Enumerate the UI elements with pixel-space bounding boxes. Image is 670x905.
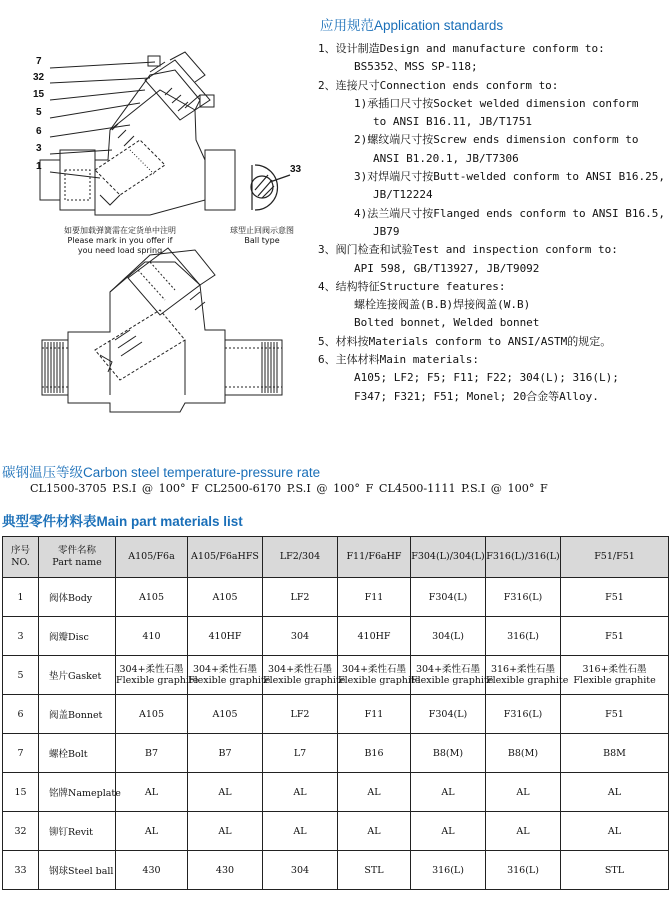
material-cell <box>411 812 486 851</box>
material-cell <box>411 617 486 656</box>
material-text: AL <box>516 786 530 798</box>
header-text: F11/F6aHF <box>346 551 402 562</box>
standards-line: 2、连接尺寸Connection ends conform to: <box>318 78 559 92</box>
material-cell <box>411 695 486 734</box>
material-text: 304+柔性石墨 <box>119 664 184 675</box>
material-text: AL <box>367 825 381 837</box>
row-number: 1 <box>3 578 39 617</box>
table-header-cell <box>39 537 116 578</box>
material-cell <box>263 851 338 890</box>
material-cell <box>411 578 486 617</box>
material-text: 316(L) <box>432 864 464 876</box>
material-cell <box>561 617 669 656</box>
standards-line: 2)螺纹端尺寸按Screw ends dimension conform to <box>354 133 639 147</box>
material-text: AL <box>607 786 622 798</box>
material-cell <box>338 656 421 695</box>
material-text: AL <box>144 786 159 798</box>
material-text: STL <box>604 864 625 876</box>
material-text: F316(L) <box>503 708 543 720</box>
material-text: 316(L) <box>507 864 539 876</box>
material-cell <box>116 773 188 812</box>
material-text: Flexible graphite <box>411 675 494 686</box>
material-text: AL <box>293 786 307 798</box>
material-text: L7 <box>293 747 307 759</box>
material-cell <box>486 617 561 656</box>
part-name: 螺栓Bolt <box>39 734 116 773</box>
table-row <box>3 812 669 851</box>
material-cell <box>561 812 669 851</box>
material-cell <box>116 617 188 656</box>
material-text: F51 <box>605 591 624 603</box>
standards-line: BS5352、MSS SP-118; <box>354 60 478 74</box>
part-name: 铭牌Nameplate <box>39 773 116 812</box>
material-text: B7 <box>144 747 159 759</box>
header-text: F316(L)/316(L) <box>486 551 560 562</box>
material-text: 304(L) <box>432 630 464 642</box>
material-cell <box>116 734 188 773</box>
rate-title: 碳钢温压等级Carbon steel temperature-pressure rate <box>2 465 321 480</box>
material-cell <box>263 578 338 617</box>
rate-values: CL1500-3705 P.S.I @ 100° F CL2500-6170 P.S.I @ 100° F CL4500-1111 P.S.I @ 100° F <box>30 482 548 495</box>
material-text: 430 <box>215 864 235 876</box>
ball-caption-cn: 球型止回阀示意图 <box>230 226 294 235</box>
material-cell <box>561 578 669 617</box>
row-number: 32 <box>3 812 39 851</box>
material-cell <box>561 734 669 773</box>
material-cell <box>188 851 263 890</box>
material-cell <box>188 656 271 695</box>
table-row <box>3 695 669 734</box>
material-text: 316+柔性石墨 <box>582 664 647 675</box>
standards-line: 6、主体材料Main materials: <box>318 353 479 367</box>
callout-6: 6 <box>36 126 42 137</box>
ball-caption-en: Ball type <box>244 236 280 245</box>
row-number: 3 <box>3 617 39 656</box>
standards-line: JB/T12224 <box>373 188 433 202</box>
material-cell <box>338 734 411 773</box>
row-number: 6 <box>3 695 39 734</box>
table-row <box>3 656 669 695</box>
material-cell <box>116 812 188 851</box>
material-cell <box>116 578 188 617</box>
material-text: F51 <box>605 630 624 642</box>
material-cell <box>338 773 411 812</box>
material-cell <box>263 656 346 695</box>
standards-line: 1、设计制造Design and manufacture conform to: <box>318 42 605 55</box>
material-text: 304 <box>290 864 310 876</box>
material-text: AL <box>441 786 455 798</box>
material-cell <box>188 617 263 656</box>
material-text: Flexible graphite <box>486 675 569 686</box>
material-text: AL <box>218 786 232 798</box>
standards-line: 4)法兰端尺寸按Flanged ends conform to ANSI B16.5, <box>354 206 666 220</box>
material-cell <box>486 578 561 617</box>
material-text: 410HF <box>208 630 242 642</box>
material-cell <box>486 734 561 773</box>
table-header-cell <box>263 537 338 578</box>
caption-en-2: you need load spring <box>77 246 163 255</box>
material-text: AL <box>441 825 455 837</box>
material-text: F51 <box>605 708 624 720</box>
header-text: Part name <box>52 557 102 568</box>
material-cell <box>561 695 669 734</box>
material-cell <box>411 734 486 773</box>
table-header-cell <box>188 537 263 578</box>
ball-type-caption <box>222 226 302 246</box>
standards-line: 3、阀门检查和试验Test and inspection conform to: <box>318 243 618 257</box>
standards-title: 应用规范Application standards <box>320 18 504 33</box>
standards-line: 1)承插口尺寸按Socket welded dimension conform <box>354 96 639 110</box>
material-text: Flexible graphite <box>263 675 346 686</box>
material-text: Flexible graphite <box>338 675 421 686</box>
table-header-cell <box>3 537 39 578</box>
caption-cn: 如要加载弹簧需在定货单中注明 <box>64 226 176 235</box>
standards-line: JB79 <box>373 224 400 238</box>
material-text: A105 <box>212 591 238 603</box>
material-cell <box>188 695 263 734</box>
table-header-cell <box>338 537 411 578</box>
material-text: AL <box>293 825 307 837</box>
header-text: 序号 <box>10 545 30 556</box>
load-spring-caption <box>55 226 185 256</box>
standards-line: 3)对焊端尺寸按Butt-welded conform to ANSI B16.25, <box>354 170 666 184</box>
standards-line: 5、材料按Materials conform to ANSI/ASTM的规定。 <box>318 334 612 348</box>
standards-list <box>318 40 668 406</box>
valve-section-drawing <box>0 0 310 440</box>
material-cell <box>338 812 411 851</box>
material-text: F11 <box>364 708 384 720</box>
material-text: 316(L) <box>507 630 539 642</box>
table-header-cell <box>561 537 669 578</box>
material-cell <box>263 695 338 734</box>
callout-5: 5 <box>36 107 42 118</box>
material-cell <box>338 695 411 734</box>
row-number: 15 <box>3 773 39 812</box>
row-number: 5 <box>3 656 39 695</box>
material-text: 304+柔性石墨 <box>341 664 407 675</box>
header-text: F51/F51 <box>594 551 635 562</box>
callout-33: 33 <box>290 164 302 175</box>
standards-line: API 598, GB/T13927, JB/T9092 <box>354 261 540 275</box>
material-text: F304(L) <box>428 591 468 603</box>
material-cell <box>116 695 188 734</box>
header-text: F304(L)/304(L) <box>411 551 485 562</box>
material-text: Flexible graphite <box>573 675 656 686</box>
material-cell <box>561 773 669 812</box>
material-cell <box>486 773 561 812</box>
part-name: 垫片Gasket <box>39 656 116 695</box>
material-cell <box>338 851 411 890</box>
material-cell <box>338 617 411 656</box>
callout-1: 1 <box>36 161 42 172</box>
standards-line: to ANSI B16.11, JB/T1751 <box>373 115 532 129</box>
part-name: 阀体Body <box>39 578 116 617</box>
caption-en-1: Please mark in you offer if <box>67 236 173 245</box>
material-text: A105 <box>139 708 164 720</box>
material-text: 304+柔性石墨 <box>192 664 258 675</box>
material-text: AL <box>516 825 530 837</box>
material-cell <box>561 656 669 695</box>
part-name: 铆钉Revit <box>39 812 116 851</box>
material-text: Flexible graphite <box>188 675 271 686</box>
table-header-cell <box>411 537 486 578</box>
part-name: 阀瓣Disc <box>39 617 116 656</box>
header-text: A105/F6a <box>128 551 175 562</box>
material-cell <box>411 851 486 890</box>
material-text: B7 <box>218 747 232 759</box>
material-text: 304+柔性石墨 <box>415 664 481 675</box>
table-header-cell <box>116 537 188 578</box>
material-text: 410HF <box>357 630 391 642</box>
material-cell <box>116 851 188 890</box>
material-text: B16 <box>364 747 384 759</box>
material-text: 316+柔性石墨 <box>490 664 556 675</box>
material-text: STL <box>364 864 384 876</box>
material-cell <box>263 734 338 773</box>
material-cell <box>188 578 263 617</box>
material-cell <box>188 734 263 773</box>
standards-line: 4、结构特征Structure features: <box>318 279 506 293</box>
material-cell <box>411 773 486 812</box>
material-cell <box>486 812 561 851</box>
material-cell <box>263 773 338 812</box>
material-text: B8M <box>603 747 626 759</box>
part-name: 钢球Steel ball <box>39 851 116 890</box>
row-number: 33 <box>3 851 39 890</box>
materials-title: 典型零件材料表Main part materials list <box>2 514 243 529</box>
standards-line: ANSI B1.20.1, JB/T7306 <box>373 151 519 165</box>
header-text: LF2/304 <box>279 551 321 562</box>
table-header-row <box>3 537 669 578</box>
header-text: NO. <box>11 557 30 568</box>
material-text: F304(L) <box>428 708 468 720</box>
table-row <box>3 578 669 617</box>
material-text: A105 <box>139 591 164 603</box>
standards-line: A105; LF2; F5; F11; F22; 304(L); 316(L); <box>354 371 619 385</box>
material-text: B8(M) <box>432 747 464 759</box>
callout-7: 7 <box>36 56 42 67</box>
material-text: 430 <box>142 864 161 876</box>
table-row <box>3 734 669 773</box>
standards-line: F347; F321; F51; Monel; 20合金等Alloy. <box>354 389 599 403</box>
header-text: 零件名称 <box>57 545 96 556</box>
standards-line: Bolted bonnet, Welded bonnet <box>354 316 540 330</box>
header-text: A105/F6aHFS <box>191 551 259 562</box>
material-cell <box>411 656 494 695</box>
material-cell <box>486 656 569 695</box>
material-cell <box>116 656 199 695</box>
material-text: AL <box>218 825 232 837</box>
material-text: AL <box>607 825 622 837</box>
callout-32: 32 <box>33 72 45 83</box>
material-text: 304+柔性石墨 <box>267 664 333 675</box>
callout-15: 15 <box>33 89 45 100</box>
table-header-cell <box>486 537 561 578</box>
material-cell <box>486 695 561 734</box>
material-text: F316(L) <box>503 591 543 603</box>
standards-line: 螺栓连接阀盖(B.B)焊接阀盖(W.B) <box>354 298 531 312</box>
table-row <box>3 617 669 656</box>
table-row <box>3 773 669 812</box>
material-cell <box>486 851 561 890</box>
part-name: 阀盖Bonnet <box>39 695 116 734</box>
material-text: 304 <box>290 630 310 642</box>
material-cell <box>338 578 411 617</box>
material-cell <box>188 773 263 812</box>
material-cell <box>263 812 338 851</box>
material-text: 410 <box>142 630 161 642</box>
material-cell <box>263 617 338 656</box>
material-text: AL <box>367 786 381 798</box>
materials-table <box>2 536 669 890</box>
material-text: LF2 <box>290 591 310 603</box>
material-cell <box>188 812 263 851</box>
material-text: AL <box>144 825 159 837</box>
material-text: LF2 <box>290 708 310 720</box>
table-row <box>3 851 669 890</box>
material-text: F11 <box>364 591 384 603</box>
row-number: 7 <box>3 734 39 773</box>
material-text: Flexible graphite <box>116 675 199 686</box>
callout-3: 3 <box>36 143 42 154</box>
material-text: A105 <box>212 708 238 720</box>
material-cell <box>561 851 669 890</box>
material-text: B8(M) <box>507 747 539 759</box>
